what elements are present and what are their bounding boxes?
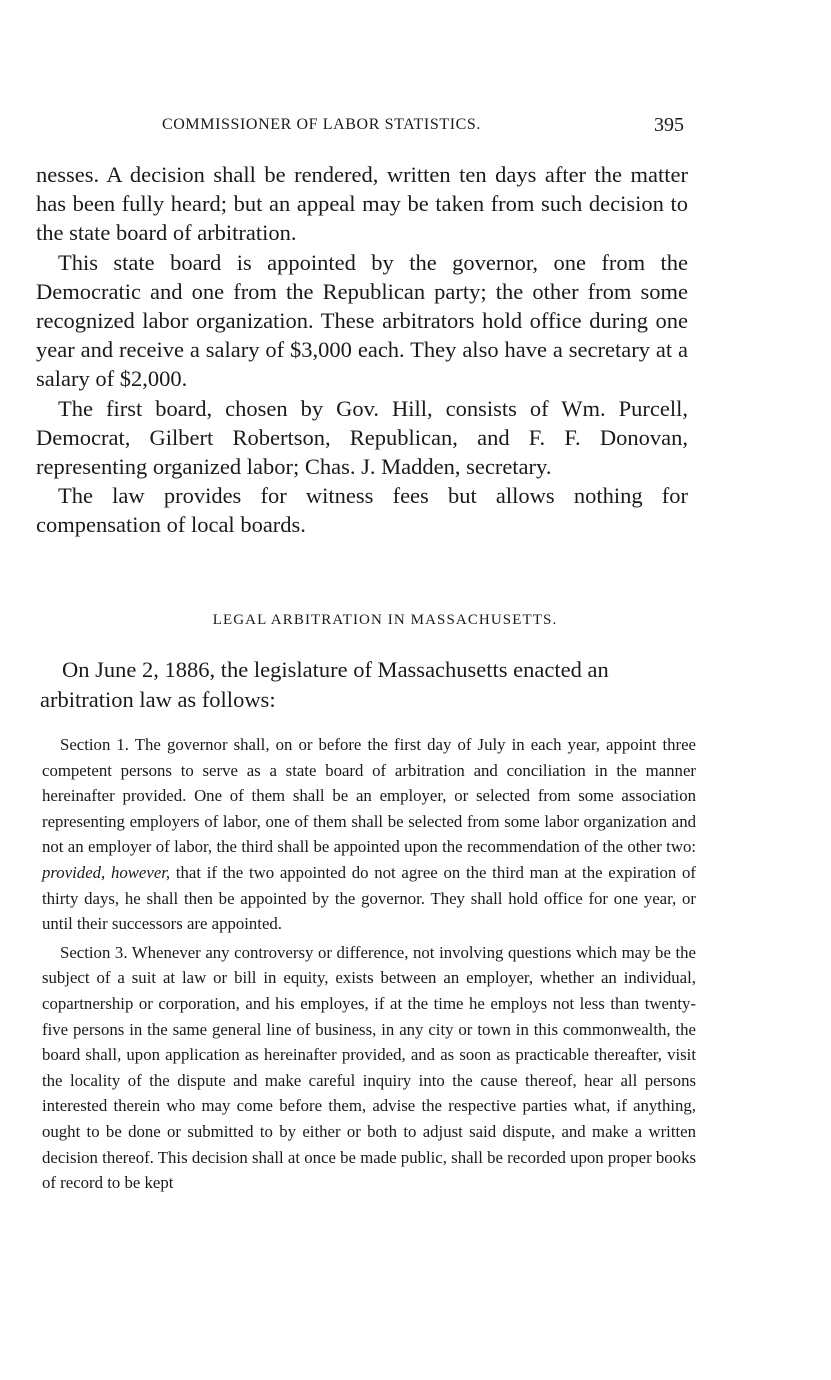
section-heading: LEGAL ARBITRATION IN MASSACHUSETTS.: [212, 612, 558, 628]
law-text: [42, 732, 696, 1199]
law-section-1-proviso: provided, however,: [42, 862, 171, 882]
law-section-1-text-a: Section 1. The governor shall, on or before the first day of July in each year, appoint three competent persons to serve as a state board of arbitration and conciliation in the manner hereinafter provided. One of them shall be an employer, or selected from some association representing employers of labor, one of them shall be selected from some labor organization and not an employer of labor, the third shall be appointed upon the recommendation of the other two:: [42, 735, 696, 857]
body-text: [36, 160, 688, 540]
law-section-1: [42, 732, 696, 937]
section-intro: [40, 655, 692, 715]
page-number: 395: [654, 114, 684, 136]
running-title: COMMISSIONER OF LABOR STATISTICS.: [162, 116, 482, 133]
law-section-3: Section 3. Whenever any controversy or difference, not involving questions which may be the subject of a suit at law or bill in equity, exists between an employer, whether an individual, copartnership or corporation, and his employes, if at the time he employs not less than twenty-five persons in the same general line of business, in any city or town in this commonwealth, the board shall, upon application as hereinafter provided, and as soon as practicable thereafter, visit the locality of the dispute and make careful inquiry into the cause thereof, hear all persons interested therein who may come before them, advise the respective parties what, if anything, ought to be done or submitted to by either or both to adjust said dispute, and make a written decision thereof. This decision shall at once be made public, shall be recorded upon proper books of record to be kept: [42, 942, 696, 1193]
running-header: [40, 114, 728, 142]
paragraph-first-board: The first board, chosen by Gov. Hill, consists of Wm. Purcell, Democrat, Gilbert Robertson, Republican, and F. F. Donovan, representing organized labor; Chas. J. Madden, secretary.: [36, 395, 688, 480]
paragraph-continuation: nesses. A decision shall be rendered, written ten days after the matter has been fully heard; but an appeal may be taken from such decision to the state board of arbitration.: [36, 162, 688, 246]
intro-paragraph: On June 2, 1886, the legislature of Massachusetts enacted an arbitration law as follows:: [40, 657, 609, 712]
paragraph-state-board: This state board is appointed by the governor, one from the Democratic and one from the Republican party; the other from some recognized labor organization. These arbitrators hold office during one year and receive a salary of $3,000 each. They also have a secretary at a salary of $2,000.: [36, 249, 688, 392]
paragraph-witness-fees: The law provides for witness fees but allows nothing for compensation of local boards.: [36, 483, 688, 538]
law-section-1-text-b: that if the two appointed do not agree on the third man at the expiration of thirty days, he shall then be appointed by the governor. They shall hold office for one year, or until their successors are appointed.: [42, 862, 696, 934]
